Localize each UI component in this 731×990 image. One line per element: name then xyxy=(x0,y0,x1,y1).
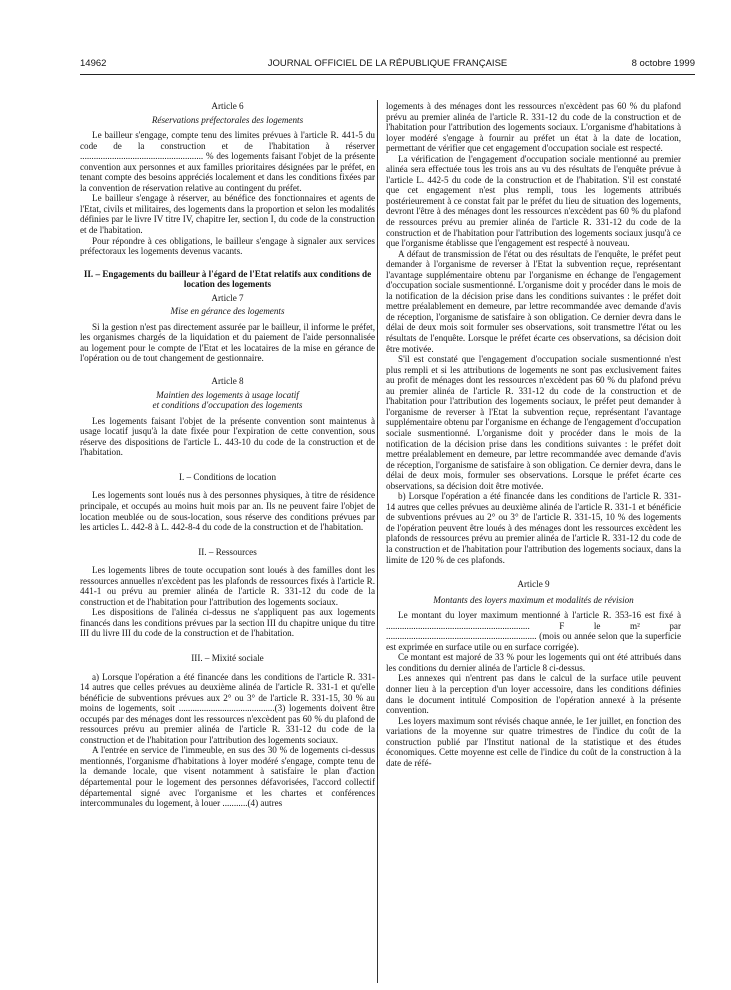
article-6-title: Article 6 xyxy=(211,101,244,111)
article-9-title: Article 9 xyxy=(517,579,550,590)
journal-title: JOURNAL OFFICIEL DE LA RÉPUBLIQUE FRANÇAISE xyxy=(267,58,508,69)
paragraph: Les annexes qui n'entrent pas dans le calcul de la surface utile peuvent donner lieu à la perception d'un loyer accessoire, dans les conditions définies dans le document intitulé Composition de l'opération annexé à la présente convention. xyxy=(386,673,681,716)
article-8-subtitle-line-2: et conditions d'occupation des logements xyxy=(152,400,303,411)
paragraph: a) Lorsque l'opération a été financée dans les conditions de l'article R. 331-14 autres que celles prévues au deuxième alinéa de l'article R. 331-1 et qu'elle bénéficie de subventions prévues aux 2° ou 3° de l'article R. 331-15, 30 % au moins de logements, soit ..........................................(3) logements doivent être occupés par des ménages dont les ressources n'excèdent pas 60 % du plafond de ressources prévu au premier alinéa de l'article R. 331-12 du code de la construction et de l'habitation pour l'attribution des logements sociaux. xyxy=(80,671,375,745)
paragraph: La vérification de l'engagement d'occupation sociale mentionné au premier alinéa sera effectuée tous les trois ans au vu des résultats de l'enquête prévue à l'article L. 442-5 du code de la construction et de l'habitation. S'il est constaté que cet engagement n'est plus rempli, tous les logements attribués postérieurement à ce constat fait par le préfet du lieu de situation des logements, devront l'être à des ménages dont les ressources n'excèdent pas 60 % du plafond de ressources prévu au premier alinéa de l'article R. 331-12 du code de la construction et de l'habitation pour l'attribution des logements sociaux jusqu'à ce que l'organisme établisse que l'engagement est respecté à nouveau. xyxy=(386,153,681,249)
column-divider xyxy=(377,100,378,983)
page-header xyxy=(80,58,695,75)
paragraph: Ce montant est majoré de 33 % pour les logements qui ont été attribués dans les conditions du dernier alinéa de l'article 8 ci-dessus. xyxy=(386,652,681,673)
paragraph: Le montant du loyer maximum mentionné à l'article R. 353-16 est fixé à ............................................................... F le m² par .................................................................. (mois ou année selon que la superficie est exprimée en surface utile ou en surface corrigée). xyxy=(386,610,681,652)
right-column xyxy=(386,101,681,768)
article-7-subtitle: Mise en gérance des logements xyxy=(170,306,285,317)
paragraph: Les logements sont loués nus à des personnes physiques, à titre de résidence principale, et occupés au moins huit mois par an. Ils ne peuvent faire l'objet de location meublée ou de sous-location, sous réserve des conditions prévues par les articles L. 442-8 à L. 442-8-4 du code de la construction et de l'habitation. xyxy=(80,490,375,533)
paragraph: Le bailleur s'engage, compte tenu des limites prévues à l'article R. 441-5 du code de la construction et de l'habitation à réserver ...................................................... % des logements faisant l'objet de la présente convention aux personnes et aux familles prioritaires désignées par le préfet, en tenant compte des besoins appréciés localement et dans les conditions fixées par la convention de réservation relative au contingent du préfet. xyxy=(80,130,375,193)
paragraph: Le bailleur s'engage à réserver, au bénéfice des fonctionnaires et agents de l'Etat, civils et militaires, des logements dans la proportion et selon les modalités définies par le livre IV titre IV, chapitre Ier, section I, du code de la construction et de l'habitation. xyxy=(80,193,375,236)
paragraph: Les loyers maximum sont révisés chaque année, le 1er juillet, en fonction des variations de la moyenne sur quatre trimestres de l'indice du coût de la construction publié par l'Institut national de la statistique et des études économiques. Cette moyenne est celle de l'indice du coût de la construction à la date de réfé- xyxy=(386,715,681,768)
paragraph: Si la gestion n'est pas directement assurée par le bailleur, il informe le préfet, les organismes chargés de la liquidation et du paiement de l'aide personnalisée au logement pour le compte de l'Etat et les locataires de la mise en gérance de l'opération ou de tout changement de gestionnaire. xyxy=(80,321,375,364)
article-8-title: Article 8 xyxy=(211,376,244,387)
article-6-subtitle: Réservations préfectorales des logements xyxy=(151,114,304,125)
subsection-iii-title: III. – Mixité sociale xyxy=(191,652,264,663)
subsection-i-title: I. – Conditions de location xyxy=(178,471,277,482)
paragraph: A défaut de transmission de l'état ou des résultats de l'enquête, le préfet peut demander à l'organisme de reverser à l'Etat la subvention reçue, représentant l'avantage supplémentaire obtenu par l'organisme en échange de l'engagement d'occupation sociale susmentionné. L'organisme doit y procéder dans le mois de la notification de la décision prise dans les conditions suivantes : le préfet doit mettre préalablement en demeure, par lettre recommandée avec demande d'avis de réception, l'organisme de satisfaire à son obligation. Ce dernier devra dans le délai de deux mois soit formuler ses observations, soit transmettre l'état ou les résultats de l'enquête. Lorsque le préfet écarte ces observations, sa décision doit être motivée. xyxy=(386,248,681,354)
article-7-title: Article 7 xyxy=(211,292,244,303)
article-8-subtitle: Maintien des logements à usage locatif xyxy=(156,389,299,400)
page-number: 14962 xyxy=(80,58,107,69)
issue-date: 8 octobre 1999 xyxy=(631,58,695,69)
paragraph: S'il est constaté que l'engagement d'occupation sociale susmentionné n'est plus rempli et si les attributions de logements ne sont pas exclusivement faites au profit de ménages dont les ressources n'excèdent pas 60 % du plafond prévu au premier alinéa de l'article R. 331-12 du code de la construction et de l'habitation pour l'attribution des logements sociaux, le préfet peut demander à l'organisme de reverser à l'Etat la subvention reçue, représentant l'avantage supplémentaire obtenu par l'organisme en échange de l'engagement d'occupation sociale susmentionné. L'organisme doit y procéder dans le mois de la notification de la décision prise dans les conditions suivantes : le préfet doit mettre préalablement en demeure, par lettre recommandée avec demande d'avis de réception, l'organisme de satisfaire à son obligation. Ce dernier devra, dans le délai de deux mois, formuler ses observations. Lorsque le préfet écarte ces observations, sa décision doit être motivée. xyxy=(386,354,681,491)
section-2-title: II. – Engagements du bailleur à l'égard de l'Etat relatifs aux conditions de location des logements xyxy=(83,268,372,290)
paragraph: Les dispositions de l'alinéa ci-dessus ne s'appliquent pas aux logements financés dans les conditions prévues par la section III du chapitre unique du titre III du livre III du code de la construction et de l'habitation. xyxy=(80,607,375,639)
paragraph: Les logements faisant l'objet de la présente convention sont maintenus à usage locatif jusqu'à la date fixée pour l'expiration de cette convention, sous réserve des dispositions de l'article L. 443-10 du code de la construction et de l'habitation. xyxy=(80,415,375,458)
paragraph: Les logements libres de toute occupation sont loués à des familles dont les ressources annuelles n'excèdent pas les plafonds de ressources fixés à l'article R. 441-1 ou prévu au premier alinéa de l'article R. 331-12 du code de la construction et de l'habitation pour l'attribution des logements sociaux. xyxy=(80,565,375,607)
paragraph: A l'entrée en service de l'immeuble, en sus des 30 % de logements ci-dessus mentionnés, l'organisme d'habitations à loyer modéré s'engage, compte tenu de la demande locale, que visent notamment à satisfaire le plan d'action départemental pour le logement des personnes défavorisées, l'accord collectif départemental signé avec l'organisme et les chartes et conférences intercommunales du logement, à louer ...........(4) autres xyxy=(80,745,375,809)
paragraph: b) Lorsque l'opération a été financée dans les conditions de l'article R. 331-14 autres que celles prévues au deuxième alinéa de l'article R. 331-1 et bénéficie de subventions prévues au 2° ou 3° de l'article R. 331-15, 10 % des logements de l'opération peuvent être loués à des ménages dont les ressources excèdent les plafonds de ressources prévu au premier alinéa de l'article R. 331-12 du code de la construction et de l'habitation pour l'attribution des logements sociaux, dans la limite de 120 % de ces plafonds. xyxy=(386,491,681,565)
paragraph: logements à des ménages dont les ressources n'excèdent pas 60 % du plafond prévu au premier alinéa de l'article R. 331-12 du code de la construction et de l'habitation pour l'attribution des logements sociaux. L'organisme d'habitations à loyer modéré s'engage à fournir au préfet un état à la date de location, permettant de vérifier que cet engagement d'occupation sociale est respecté. xyxy=(386,101,681,154)
left-column xyxy=(80,101,375,809)
subsection-ii-title: II. – Ressources xyxy=(198,546,257,557)
paragraph: Pour répondre à ces obligations, le bailleur s'engage à signaler aux services préfectoraux les logements devenus vacants. xyxy=(80,235,375,257)
article-9-subtitle: Montants des loyers maximum et modalités de révision xyxy=(433,594,634,605)
